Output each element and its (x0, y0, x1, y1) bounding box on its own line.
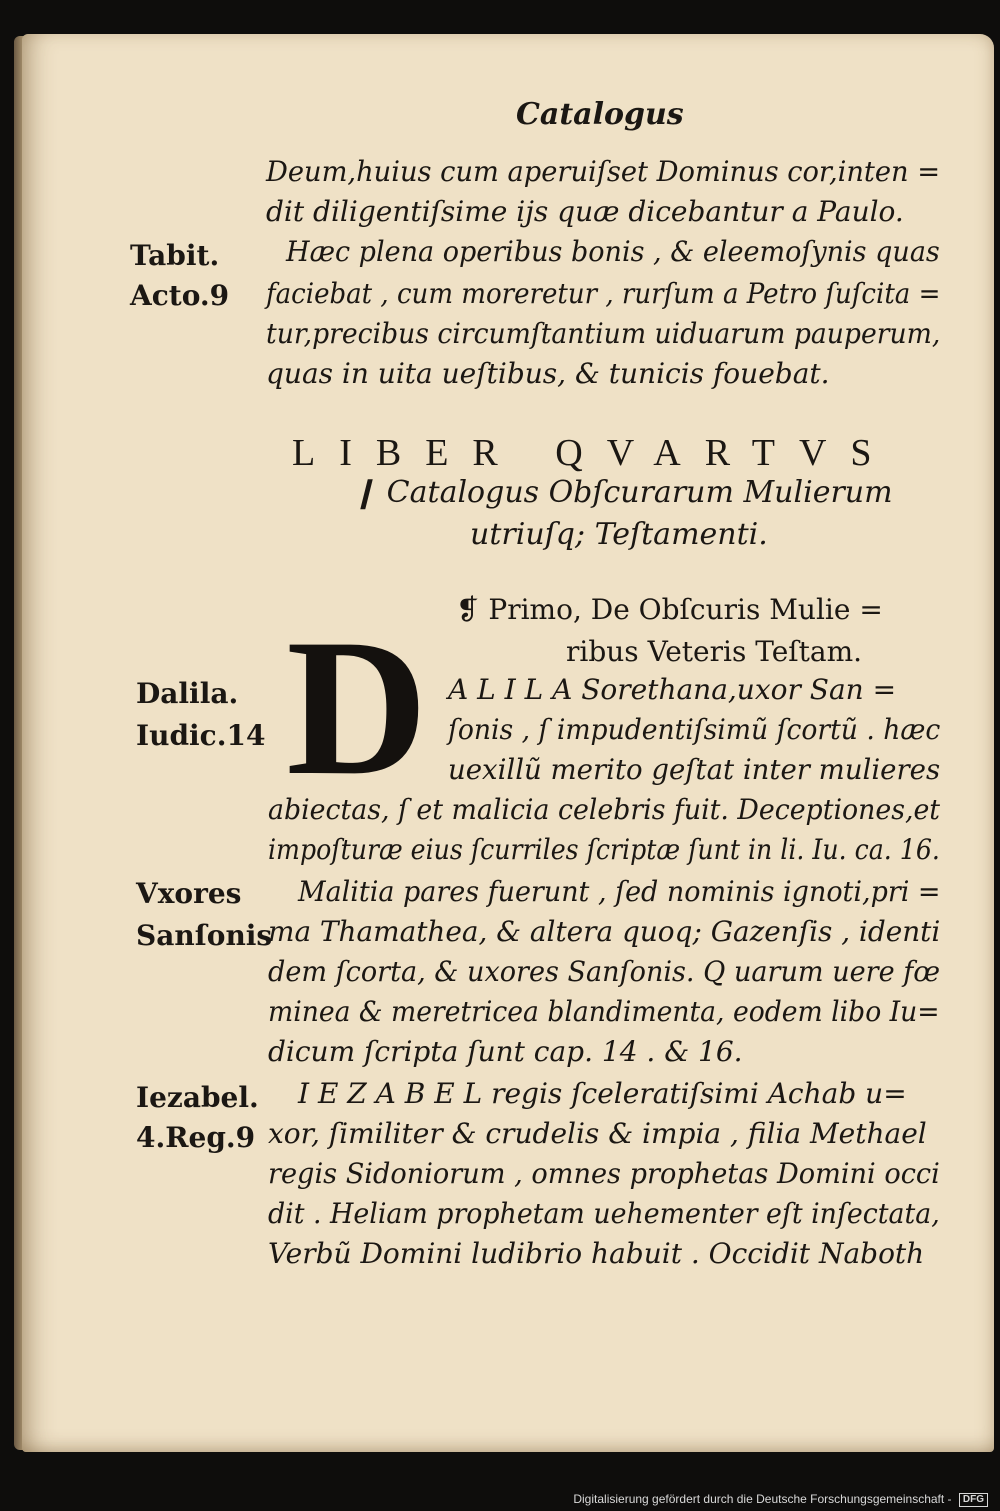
margin-note: Dalila. (136, 677, 239, 710)
book-title: LIBER QVARTVS (292, 432, 896, 474)
margin-note: Iezabel. (136, 1081, 259, 1114)
text-line: Verbũ Domini ludibrio habuit . Occidit Naboth (268, 1237, 925, 1270)
section-heading: ❡ Primo, De Obſcuris Mulie = (456, 593, 883, 626)
text-line: dit diligentiſsime ijs quæ dicebantur a Paulo. (266, 195, 904, 228)
text-line: Malitia pares fuerunt , ſed nominis ignoti,pri = (298, 875, 941, 908)
book-subtitle: utriuſq; Teſtamenti. (470, 517, 768, 552)
margin-note: Acto.9 (130, 279, 230, 312)
text-line: impoſturæ eius ſcurriles ſcriptæ ſunt in li. Iu. ca. 16. (268, 833, 940, 866)
text-line: dicum ſcripta ſunt cap. 14 . & 16. (268, 1035, 743, 1068)
text-line: minea & meretricea blandimenta, eodem libo Iu= (268, 995, 940, 1028)
text-line: ſonis , ſ impudentiſsimũ ſcortũ . hæc (448, 713, 941, 746)
book-subtitle: ❙ Catalogus Obſcurarum Mulierum (352, 475, 893, 510)
margin-note: Sanſonis (136, 919, 273, 952)
margin-note: Iudic.14 (136, 719, 266, 752)
margin-note: Tabit. (130, 239, 220, 272)
text-line: Hæc plena operibus bonis , & eleemoſynis quas (286, 235, 940, 268)
text-line: tur,precibus circumſtantium uiduarum pauperum, (266, 317, 941, 350)
text-line: abiectas, ſ et malicia celebris fuit. Deceptiones,et (268, 793, 941, 826)
text-line: dit . Heliam prophetam uehementer eſt inſectata, (268, 1197, 940, 1230)
text-line: dem ſcorta, & uxores Sanſonis. Q uarum uere fœ (268, 955, 941, 988)
margin-note: Vxores (136, 877, 242, 910)
text-line: faciebat , cum moreretur , rurſum a Petro ſuſcita = (266, 277, 941, 310)
running-head: Catalogus (516, 97, 684, 132)
text-line: I E Z A B E L regis ſceleratiſsimi Achab u= (298, 1077, 907, 1110)
margin-note: 4.Reg.9 (136, 1121, 256, 1154)
credit-text: Digitalisierung gefördert durch die Deutsche Forschungsgemeinschaft - (573, 1492, 952, 1507)
text-line: uexillũ merito geſtat inter mulieres (448, 753, 941, 786)
text-line: ma Thamathea, & altera quoq; Gazenſis , identi (268, 915, 941, 948)
text-line: Deum,huius cum aperuiſset Dominus cor,inten = (266, 155, 941, 188)
dfg-logo: DFG (959, 1493, 988, 1507)
digitization-credit (573, 1492, 988, 1507)
drop-cap: D (286, 599, 428, 816)
text-line: quas in uita ueſtibus, & tunicis fouebat. (266, 357, 830, 390)
text-line: regis Sidoniorum , omnes prophetas Domini occi (268, 1157, 940, 1190)
section-heading: ribus Veteris Teſtam. (566, 635, 863, 668)
text-line: xor, ſimiliter & crudelis & impia , filia Methael (268, 1117, 927, 1150)
text-line: A L I L A Sorethana,uxor San = (448, 673, 897, 706)
